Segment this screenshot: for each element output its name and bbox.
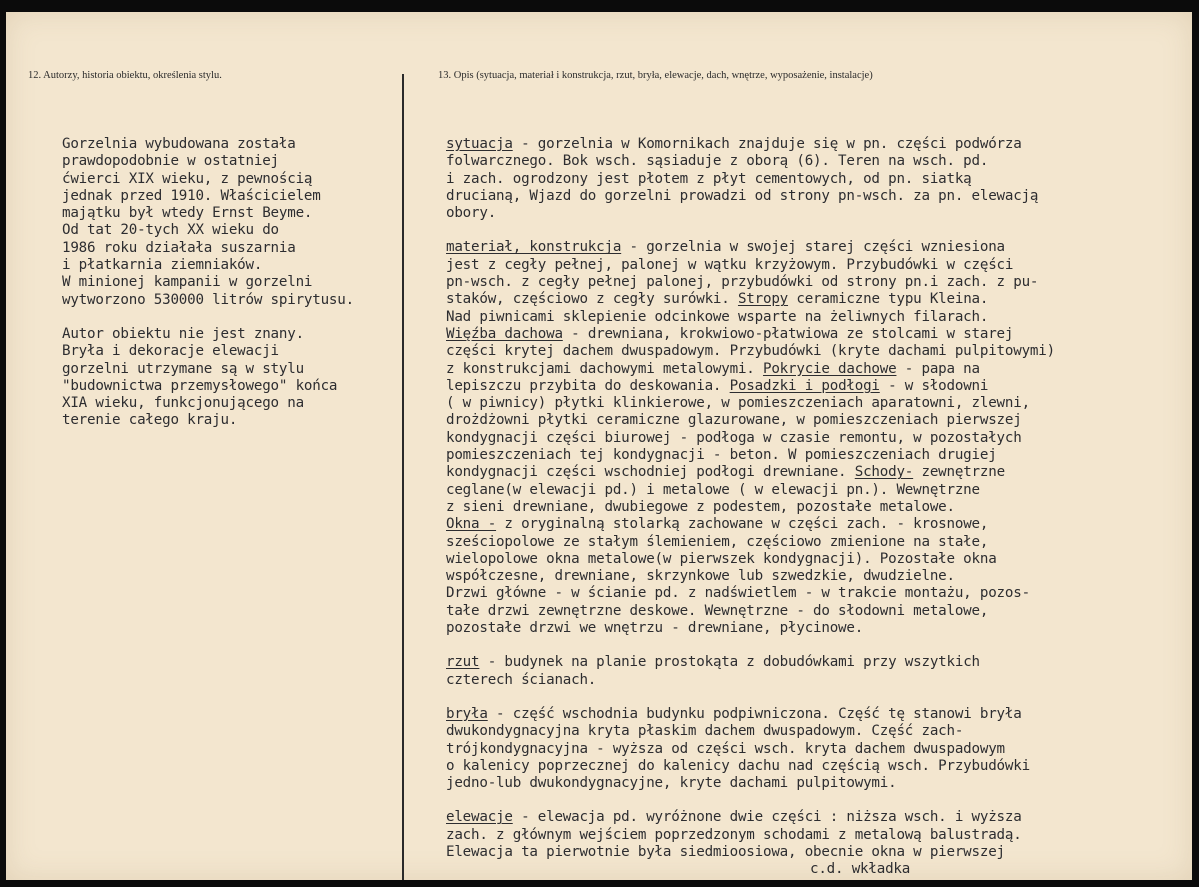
elewacje-line: zach. z głównym wejściem poprzedzonym schodami z metalową balustradą. <box>446 826 1022 843</box>
material-line: drożdżowni płytki ceramiczne glazurowane, w pomieszczeniach pierwszej <box>446 412 1022 429</box>
history-line: majątku był wtedy Ernst Beyme. <box>62 205 313 222</box>
bryla-line: jedno-lub dwukondygnacyjne, kryte dachami pulpitowymi. <box>446 775 897 792</box>
sytuacja-line: folwarcznego. Bok wsch. sąsiaduje z oborą (6). Teren na wsch. pd. <box>446 153 989 170</box>
history-line: wytworzono 530000 litrów spirytusu. <box>62 291 354 308</box>
history-line: Gorzelnia wybudowana została <box>62 136 296 152</box>
section-13-header: 13. Opis (sytuacja, materiał i konstrukcja, rzut, bryła, elewacje, dach, wnętrze, wyposażenie, instalacje) <box>438 70 873 81</box>
material-line: ( w piwnicy) płytki klinkierowe, w pomieszczeniach aparatowni, zlewni, <box>446 395 1030 412</box>
material-line: kondygnacji części biurowej - podłoga w czasie remontu, w pozostałych <box>446 429 1022 446</box>
history-line: Od tat 20-tych XX wieku do <box>62 222 279 239</box>
rzut-line: czterech ścianach. <box>446 671 597 688</box>
history-line: ćwierci XIX wieku, z pewnością <box>62 170 313 187</box>
wiezba-heading: Więźba dachowa <box>446 325 563 342</box>
author-line: "budownictwa przemysłowego" końca <box>62 377 338 394</box>
bryla-first-line: bryła - część wschodnia budynku podpiwniczona. Część tę stanowi bryła <box>446 705 1022 722</box>
sytuacja-line: i zach. ogrodzony jest płotem z płyt cementowych, od pn. siatką <box>446 170 972 187</box>
elewacje-first-line: elewacje - elewacja pd. wyróżnone dwie części : niższa wsch. i wyższa <box>446 809 1022 826</box>
author-line: terenie całego kraju. <box>62 412 238 429</box>
material-line: pozostałe drzwi we wnętrzu - drewniane, płycinowe. <box>446 620 864 637</box>
schody-heading: Schody- <box>854 464 914 481</box>
material-line: lepiszczu przybita do deskowania. Posadzki i podłogi - w słodowni <box>446 377 989 394</box>
bryla-heading: bryła <box>446 705 488 722</box>
history-line: prawdopodobnie w ostatniej <box>62 153 279 170</box>
bryla-line: o kalenicy poprzecznej do kalenicy dachu nad częścią wsch. Przybudówki <box>446 757 1030 774</box>
rzut-heading: rzut <box>446 654 480 671</box>
document-sheet <box>6 12 1192 880</box>
authors-history-text <box>62 136 400 430</box>
material-line: kondygnacji części wschodniej podłogi drewniane. Schody- zewnętrzne <box>446 464 1005 481</box>
sytuacja-first-line: sytuacja - gorzelnia w Komornikach znajduje się w pn. części podwórza <box>446 136 1022 152</box>
section-12-header: 12. Autorzy, historia obiektu, określenia stylu. <box>28 70 222 81</box>
stropy-heading: Stropy <box>737 291 789 308</box>
material-heading: materiał, konstrukcja <box>446 239 622 256</box>
history-line: jednak przed 1910. Właścicielem <box>62 187 321 204</box>
material-line: tałe drzwi zewnętrzne deskowe. Wewnętrzne - do słodowni metalowe, <box>446 602 989 619</box>
material-line: pn-wsch. z cegły pełnej palonej, przybudówki od strony pn.i zach. z pu- <box>446 274 1039 291</box>
material-line: Drzwi główne - w ścianie pd. z nadświetlem - w trakcie montażu, pozos- <box>446 585 1030 602</box>
okna-heading: Okna - <box>446 516 497 533</box>
material-line: współczesne, drewniane, skrzynkowe lub szwedzkie, dwudzielne. <box>446 568 955 585</box>
material-line: z sieni drewniane, dwubiegowe z podestem, pozostałe metalowe. <box>446 498 955 515</box>
author-line: Bryła i dekoracje elewacji <box>62 343 279 360</box>
sytuacja-line: drucianą, Wjazd do gorzelni prowadzi od strony pn-wsch. za pn. elewacją <box>446 187 1039 204</box>
sytuacja-line: obory. <box>446 205 497 222</box>
material-line: staków, częściowo z cegły surówki. Stropy ceramiczne typu Kleina. <box>446 291 989 308</box>
bryla-line: dwukondygnacyjna kryta płaskim dachem dwuspadowym. Część zach- <box>446 723 964 740</box>
sytuacja-heading: sytuacja <box>446 136 513 152</box>
material-line: sześciopolowe ze stałym ślemieniem, częściowo zmienione na stałe, <box>446 533 989 550</box>
history-line: 1986 roku działała suszarnia <box>62 239 296 256</box>
material-first-line: materiał, konstrukcja - gorzelnia w swojej starej części wzniesiona <box>446 239 1005 256</box>
material-line: jest z cegły pełnej, palonej w wątku krzyżowym. Przybudówki w części <box>446 256 1014 273</box>
material-line: Okna - z oryginalną stolarką zachowane w części zach. - krosnowe, <box>446 516 989 533</box>
material-line: ceglane(w elewacji pd.) i metalowe ( w elewacji pn.). Wewnętrzne <box>446 481 980 498</box>
author-line: gorzelni utrzymane są w stylu <box>62 360 304 377</box>
material-line: pomieszczeniach tej kondygnacji - beton. W pomieszczeniach drugiej <box>446 447 997 464</box>
continued-note: c.d. wkładka <box>810 861 911 878</box>
history-line: W minionej kampanii w gorzelni <box>62 274 313 291</box>
posadzki-heading: Posadzki i podłogi <box>729 377 880 394</box>
material-line: Więźba dachowa - drewniana, krokwiowo-płatwiowa ze stolcami w starej <box>446 325 1014 342</box>
history-line: i płatkarnia ziemniaków. <box>62 257 263 274</box>
bryla-line: trójkondygnacyjna - wyższa od części wsch. kryta dachem dwuspadowym <box>446 740 1005 757</box>
material-line: części krytej dachem dwuspadowym. Przybudówki (kryte dachami pulpitowymi) <box>446 343 1055 360</box>
description-text <box>446 136 1186 879</box>
pokrycie-heading: Pokrycie dachowe <box>762 360 897 377</box>
elewacje-line: Elewacja ta pierwotnie była siedmioosiowa, obecnie okna w pierwszej <box>446 843 1005 860</box>
material-line: Nad piwnicami sklepienie odcinkowe wsparte na żeliwnych filarach. <box>446 308 989 325</box>
elewacje-heading: elewacje <box>446 809 513 826</box>
column-divider <box>402 74 404 880</box>
author-line: Autor obiektu nie jest znany. <box>62 325 304 342</box>
material-line: z konstrukcjami dachowymi metalowymi. Pokrycie dachowe - papa na <box>446 360 980 377</box>
rzut-first-line: rzut - budynek na planie prostokąta z dobudówkami przy wszytkich <box>446 654 980 671</box>
material-line: wielopolowe okna metalowe(w pierwszek kondygnacji). Pozostałe okna <box>446 550 997 567</box>
author-line: XIA wieku, funkcjonującego na <box>62 395 304 412</box>
